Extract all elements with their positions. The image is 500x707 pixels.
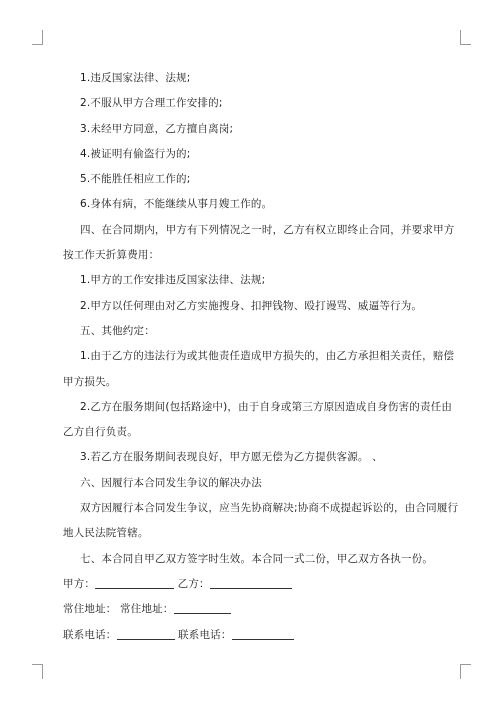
text-line-18: 双方因履行本合同发生争议，应当先协商解决;协商不成提起诉讼的，由合同履行 — [80, 502, 459, 515]
party-b-blank[interactable] — [210, 576, 292, 589]
text-line-7: 四、在合同期内，甲方有下列情况之一时，乙方有权立即终止合同，并要求甲方 — [80, 223, 455, 236]
party-a-label: 甲方： — [63, 577, 96, 590]
signature-row-address — [63, 597, 425, 622]
text-line-6: 6.身体有病，不能继续从事月嫂工作的。 — [80, 198, 273, 211]
text-line-4: 4.被证明有偷盗行为的; — [80, 147, 191, 160]
text-line-16: 3.若乙方在服务期间表现良好，甲方愿无偿为乙方提供客源。 、 — [80, 451, 383, 464]
text-line-14: 2.乙方在服务期间(包括路途中)，由于自身或第三方原因造成自身伤害的责任由 — [80, 400, 453, 413]
text-line-10: 2.甲方以任何理由对乙方实施搜身、扣押钱物、殴打谩骂、威逼等行为。 — [80, 299, 423, 312]
address-label-1: 常住地址： — [63, 603, 117, 616]
text-line-8: 按工作天折算费用： — [63, 249, 160, 262]
text-line-12: 1.由于乙方的违法行为或其他责任造成甲方损失的，由乙方承担相关责任，赔偿 — [80, 350, 455, 363]
text-line-13: 甲方损失。 — [63, 375, 117, 388]
text-line-2: 2.不服从甲方合理工作安排的; — [80, 97, 223, 110]
text-line-15: 乙方自行负责。 — [63, 426, 138, 439]
phone-blank-2[interactable] — [232, 627, 294, 640]
text-line-11: 五、其他约定： — [80, 324, 155, 337]
crop-mark-bottom-right — [460, 664, 471, 679]
text-line-1: 1.违反国家法律、法规; — [80, 72, 191, 84]
address-blank[interactable] — [174, 601, 231, 614]
signature-row-parties — [63, 572, 425, 597]
party-b-label: 乙方： — [177, 577, 210, 590]
phone-label-1: 联系电话： — [63, 628, 117, 641]
phone-blank-1[interactable] — [117, 627, 175, 640]
text-line-20: 七、本合同自甲乙双方签字时生效。本合同一式二份，甲乙双方各执一份。 — [80, 552, 434, 565]
text-line-9: 1.甲方的工作安排违反国家法律、法规; — [80, 274, 266, 287]
crop-mark-top-left — [32, 30, 43, 45]
address-label-2: 常住地址： — [120, 603, 174, 616]
signature-row-phone — [63, 623, 425, 648]
document-body — [63, 66, 459, 648]
crop-mark-top-right — [460, 30, 471, 45]
party-a-blank[interactable] — [95, 576, 174, 589]
text-line-19: 地人民法院管辖。 — [63, 527, 149, 540]
phone-label-2: 联系电话： — [178, 628, 232, 641]
text-line-3: 3.未经甲方同意，乙方擅自离岗; — [80, 122, 234, 135]
crop-mark-bottom-left — [32, 664, 43, 679]
text-line-17: 六、因履行本合同发生争议的解决办法 — [80, 476, 262, 489]
text-line-5: 5.不能胜任相应工作的; — [80, 173, 191, 186]
